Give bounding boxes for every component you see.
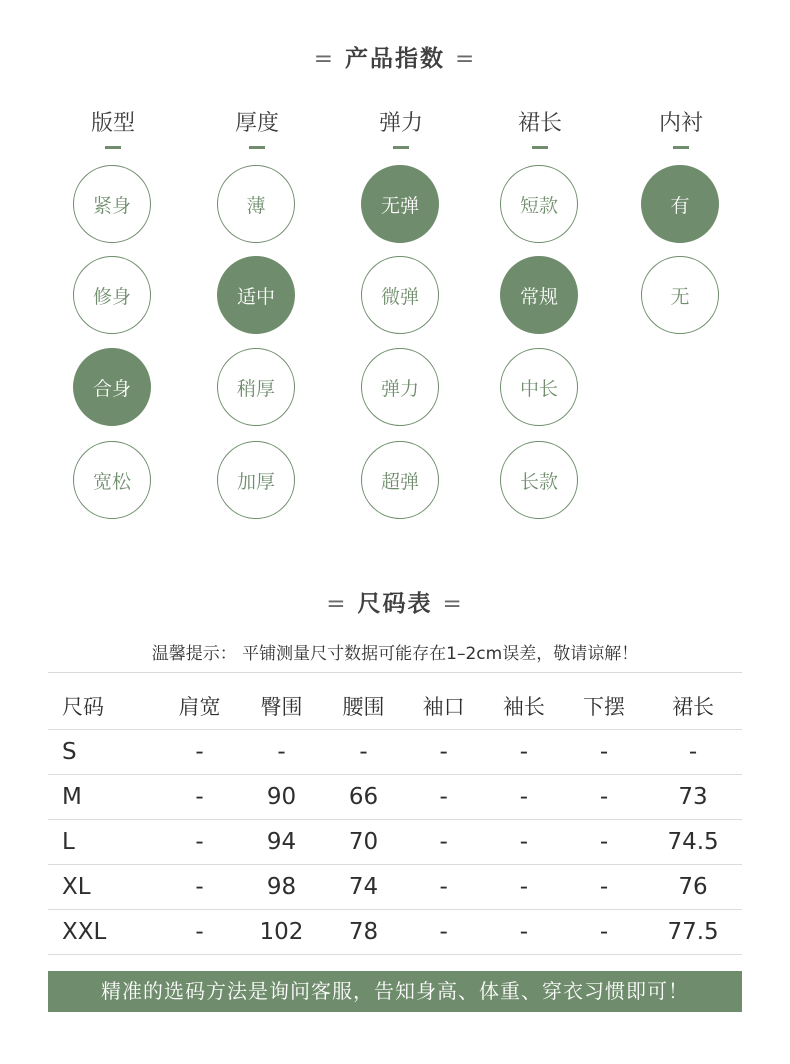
title-decoration-left: = [326,591,348,617]
index-option-selected: 有 [641,165,719,243]
measurement-cell: 90 [240,775,324,820]
measurement-cell: 98 [240,865,324,910]
size-table-header-cell: 腰围 [323,682,403,730]
size-label-cell: XXL [48,910,159,955]
title-decoration-right: = [455,46,477,72]
index-column [53,108,173,493]
measurement-cell: 66 [323,775,403,820]
table-row [48,865,742,910]
size-table-header-cell: 尺码 [48,682,159,730]
measurement-cell: - [564,730,644,775]
measurement-cell: - [564,865,644,910]
index-option: 紧身 [73,165,151,243]
measurement-cell: - [159,910,239,955]
size-label-cell: L [48,820,159,865]
size-chart-title-text: 尺码表 [357,591,433,617]
advice-banner: 精准的选码方法是询问客服，告知身高、体重、穿衣习惯即可！ [48,971,742,1012]
measurement-cell: - [404,730,484,775]
index-option: 中长 [500,348,578,426]
table-row [48,775,742,820]
index-option-selected: 合身 [73,348,151,426]
size-table-header-cell: 袖长 [484,682,564,730]
table-row [48,910,742,955]
size-label-cell: XL [48,865,159,910]
index-option: 稍厚 [217,348,295,426]
measurement-cell: 74 [323,865,403,910]
measurement-cell: - [240,730,324,775]
index-option: 修身 [73,256,151,334]
index-option: 弹力 [361,348,439,426]
header-underline [393,146,409,149]
index-column [621,108,741,308]
table-row [48,730,742,775]
measurement-tip: 温馨提示： 平铺测量尺寸数据可能存在1–2cm误差，敬请谅解！ [48,640,742,673]
measurement-cell: - [404,820,484,865]
index-column-header: 内衬 [658,111,703,136]
index-option: 短款 [500,165,578,243]
measurement-cell: - [484,775,564,820]
measurement-cell: - [564,820,644,865]
title-decoration-right: = [442,591,464,617]
measurement-cell: - [159,820,239,865]
measurement-cell: - [323,730,403,775]
size-label-cell: S [48,730,159,775]
measurement-cell: - [564,910,644,955]
measurement-cell: - [404,775,484,820]
size-label-cell: M [48,775,159,820]
size-table-header-cell: 下摆 [564,682,644,730]
size-table [48,682,742,955]
measurement-cell: 102 [240,910,324,955]
measurement-cell: 74.5 [644,820,742,865]
index-column-header: 裙长 [517,111,562,136]
index-option: 薄 [217,165,295,243]
measurement-cell: - [404,865,484,910]
index-option: 无 [641,256,719,334]
index-column [480,108,600,493]
index-option-selected: 适中 [217,256,295,334]
measurement-cell: 77.5 [644,910,742,955]
size-chart-title [0,585,790,618]
measurement-cell: - [159,865,239,910]
title-decoration-left: = [313,46,335,72]
size-table-header-cell: 臀围 [240,682,324,730]
measurement-cell: 70 [323,820,403,865]
index-option: 超弹 [361,441,439,519]
measurement-cell: - [564,775,644,820]
header-underline [105,146,121,149]
measurement-cell: 73 [644,775,742,820]
index-option: 加厚 [217,441,295,519]
size-table-header-cell: 肩宽 [159,682,239,730]
header-underline [673,146,689,149]
measurement-cell: - [159,775,239,820]
index-option-selected: 无弹 [361,165,439,243]
measurement-cell: - [484,820,564,865]
header-underline [532,146,548,149]
header-underline [249,146,265,149]
measurement-cell: - [484,730,564,775]
size-table-body [48,730,742,955]
size-table-header-row [48,682,742,730]
index-column [341,108,461,493]
index-option-selected: 常规 [500,256,578,334]
table-row [48,820,742,865]
measurement-cell: - [484,865,564,910]
measurement-cell: 94 [240,820,324,865]
size-table-header-cell: 裙长 [644,682,742,730]
index-column [197,108,317,493]
index-column-header: 版型 [90,111,135,136]
measurement-cell: 76 [644,865,742,910]
size-table-header-cell: 袖口 [404,682,484,730]
measurement-cell: 78 [323,910,403,955]
product-index-title-text: 产品指数 [345,46,445,72]
index-column-header: 厚度 [234,111,279,136]
measurement-cell: - [159,730,239,775]
measurement-cell: - [644,730,742,775]
index-option: 宽松 [73,441,151,519]
index-column-header: 弹力 [378,111,423,136]
measurement-cell: - [404,910,484,955]
index-option: 长款 [500,441,578,519]
measurement-cell: - [484,910,564,955]
index-option: 微弹 [361,256,439,334]
